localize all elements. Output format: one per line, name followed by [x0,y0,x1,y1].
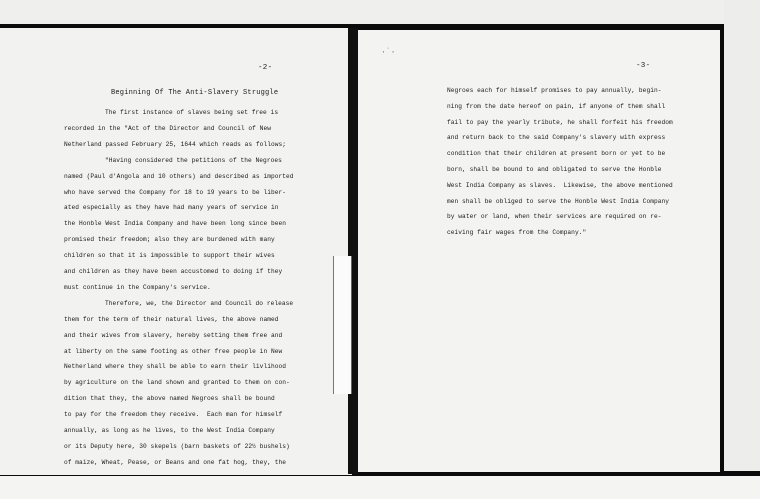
text-line: and their wives from slavery, hereby setting them free and [64,331,283,339]
text-line: children so that it is impossible to support their wives [64,252,275,260]
text-line: at liberty on the same footing as other free people in New [64,347,283,355]
text-line: Negroes each for himself promises to pay annually, begin- [447,87,662,94]
text-line: ceiving fair wages from the Company." [447,229,587,237]
scan-edge-right [724,0,760,471]
text-line: the Honble West India Company and have been long since been [64,220,287,228]
text-line: ated especially as they have had many years of service in [64,204,279,212]
text-line: West India Company as slaves. Likewise, the above mentioned [447,181,673,189]
text-line: "Having considered the petitions of the Negroes [105,156,282,164]
book-spine [348,28,358,474]
text-line: men shall be obliged to serve the Honble West India Company [447,197,670,205]
text-line: must continue in the Company's service. [64,283,211,291]
text-line: Netherland passed February 25, 1644 which reads as follows; [64,140,287,148]
text-line: to pay for the freedom they receive. Each man for himself [64,411,283,419]
text-line: annually, as long as he lives, to the West India Company [64,427,275,434]
page-tab [333,256,352,394]
scan-edge-top [0,0,724,24]
scan-edge-bottom [0,476,760,499]
text-line: ning from the date hereof on pain, if anyone of them shall [447,102,666,110]
right-page [357,30,720,472]
text-line: fail to pay the yearly tribute, he shall forfeit his freedom [447,118,673,126]
left-page [0,28,352,475]
text-line: and return back to the said Company's slavery with express [447,134,666,142]
text-line: Netherland where they shall be able to earn their livlihood [64,363,287,371]
text-line: born, shall be bound to and obligated to serve the Honble [447,166,662,173]
text-line: of maize, Wheat, Pease, or Beans and one fat hog, they, the [64,458,287,466]
text-line: condition that their children at present born or yet to be [447,150,666,158]
text-line: dition that they, the above named Negroes shall be bound [64,395,275,403]
text-line: by agriculture on the land shown and granted to them on con- [64,379,290,387]
text-line: and children as they have been accustomed to doing if they [64,268,283,275]
right-page-number: -3- [636,62,651,70]
text-line: Therefore, we, the Director and Council do release [105,299,294,307]
ink-speck-mark: ·˙· [381,48,396,57]
left-page-number: -2- [258,64,273,72]
text-line: recorded in the "Act of the Director and Council of New [64,124,271,132]
text-line: named (Paul d'Angola and 10 others) and described as imported [64,172,294,180]
text-line: them for the term of their natural lives, the above named [64,315,279,323]
text-line: who have served the Company for 18 to 19 years to be liber- [64,188,287,196]
text-line: by water or land, when their services are required on re- [447,213,662,221]
text-line: The first instance of slaves being set free is [105,109,279,116]
page-title: Beginning Of The Anti-Slavery Struggle [111,89,279,97]
text-line: promised their freedom; also they are burdened with many [64,236,275,244]
text-line: or its Deputy here, 30 skepels (barn baskets of 22½ bushels) [64,442,290,450]
